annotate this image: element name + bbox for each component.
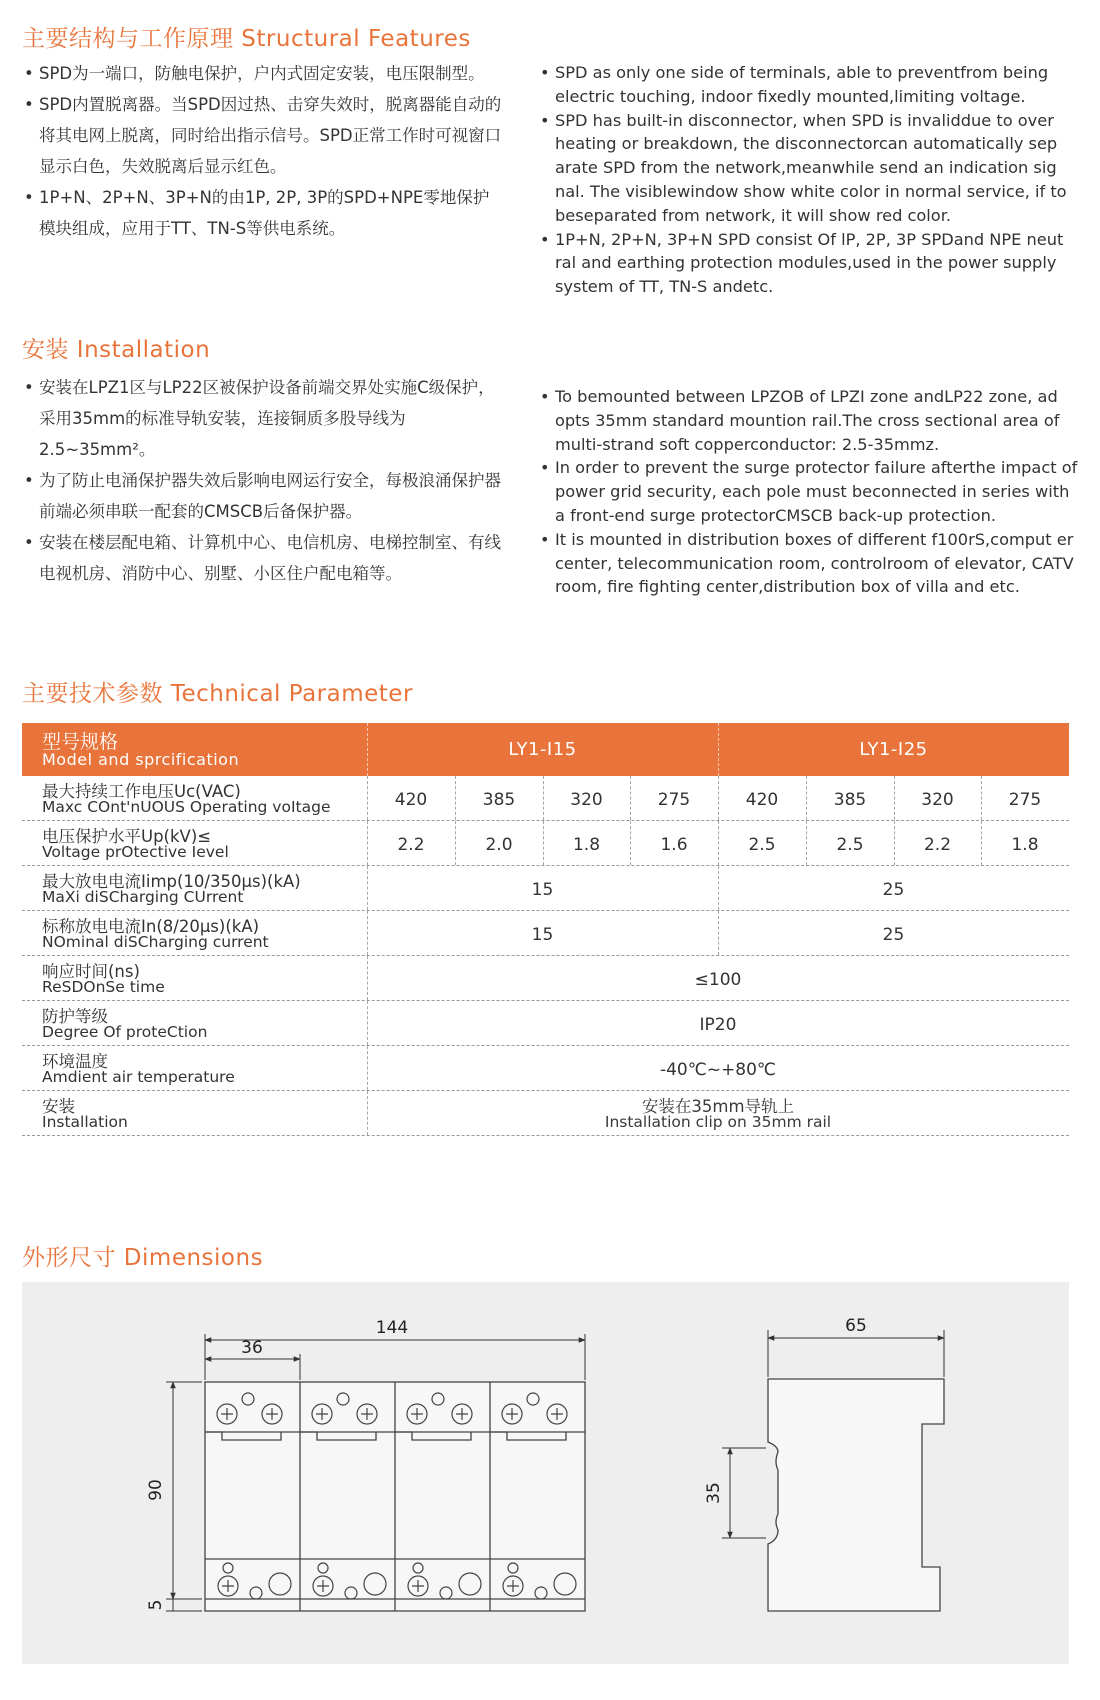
row-label-zh: 响应时间(ns): [42, 962, 140, 981]
dim-offset: 5: [146, 1599, 166, 1611]
row-label-zh: 电压保护水平Up(kV)≤: [42, 827, 212, 846]
row-label-zh: 最大持续工作电压Uc(VAC): [42, 782, 241, 801]
table-cell: Installation clip on 35mm rail: [604, 1113, 832, 1131]
table-row: [22, 1046, 1069, 1091]
side-view-drawing: [768, 1379, 944, 1611]
row-label-zh: 环境温度: [42, 1052, 108, 1071]
list-item: • SPD内置脱离器。当SPD因过热、击穿失效时，脱离器能自动的将其电网上脱离，同时给出指示信号。SPD正常工作时可视窗口显示白色，失效脱离后显示红色。: [24, 95, 502, 176]
technical-parameter-title: 主要技术参数 Technical Parameter: [22, 681, 413, 707]
table-cell: IP20: [699, 1015, 737, 1035]
table-cell: 385: [833, 790, 867, 810]
row-label-zh: 最大放电电流Iimp(10/350μs)(kA): [42, 872, 301, 891]
table-row: [22, 821, 1069, 866]
table-cell: -40℃~+80℃: [659, 1060, 777, 1080]
table-cell: 15: [531, 925, 554, 945]
row-label-en: Maxc COnt'nUOUS Operating voItage: [42, 798, 331, 816]
list-item: • 为了防止电涌保护器失效后影响电网运行安全，每极浪涌保护器前端必须串联一配套的CMSCB后备保护器。: [24, 471, 501, 521]
list-item: • SPD has built-in disconnector, when SPD is invaliddue to over heating or breakdown, the disconnectorcan automatically sep arate SPD from the network,meanwhile send an indication sig nal. The visiblewindow show white color in normal service, if to beseparated from network, it will show red color.: [540, 110, 1067, 225]
list-item: • To bemounted between LPZOB of LPZI zone andLP22 zone, ad opts 35mm standard mountion rail.The cross sectional area of multi-strand soft copperconductor: 2.5-35mmz.: [540, 387, 1060, 454]
table-cell: 25: [882, 880, 905, 900]
table-cell: 25: [882, 925, 905, 945]
table-cell: 320: [570, 790, 603, 810]
row-label-en: Degree Of proteCtion: [42, 1023, 208, 1041]
table-row: [22, 956, 1069, 1001]
table-cell: 2.2: [923, 835, 952, 855]
structural-zh-list: [22, 58, 502, 244]
list-item: • 安装在LPZ1区与LP22区被保护设备前端交界处实施C级保护，采用35mm的标准导轨安装，连接铜质多股导线为2.5~35mm²。: [24, 378, 495, 459]
dimensions-drawing-area: [22, 1282, 1069, 1664]
list-item: • SPD as only one side of terminals, able to preventfrom being electric touching, indoor fixedly mounted,limiting voltage.: [540, 63, 1049, 106]
table-cell: 2.0: [485, 835, 513, 855]
table-row: [22, 911, 1069, 956]
model-ly1-i25: LY1-I25: [859, 739, 928, 760]
header-label-zh: 型号规格: [42, 731, 119, 753]
row-label-en: Amdient air temperature: [42, 1068, 235, 1086]
dim-rail: 35: [704, 1482, 724, 1504]
row-label-en: Voltage prOtective Ievel: [42, 843, 229, 861]
table-row: [22, 1091, 1069, 1136]
structural-features-title: 主要结构与工作原理 Structural Features: [22, 26, 471, 52]
list-item: • 安装在楼层配电箱、计算机中心、电信机房、电梯控制室、有线电视机房、消防中心、别墅、小区住户配电箱等。: [24, 533, 501, 583]
table-cell: ≤100: [694, 970, 742, 990]
row-label-en: Installation: [42, 1113, 128, 1131]
row-label-en: NOminal diSCharging current: [42, 933, 269, 951]
row-label-zh: 防护等级: [42, 1007, 108, 1026]
row-label-zh: 标称放电电流In(8/20μs)(kA): [42, 917, 260, 936]
table-cell: 420: [745, 790, 779, 810]
dim-depth: 65: [845, 1316, 867, 1336]
table-cell: 420: [394, 790, 428, 810]
table-cell: 1.8: [572, 835, 601, 855]
dim-module-width: 36: [241, 1338, 263, 1358]
installation-title: 安装 Installation: [22, 337, 211, 363]
dimension-drawings: [22, 1282, 1069, 1664]
table-cell: 275: [1008, 790, 1042, 810]
list-item: • SPD为一端口，防触电保护，户内式固定安装，电压限制型。: [24, 64, 485, 83]
table-cell: 320: [921, 790, 954, 810]
list-item: • It is mounted in distribution boxes of different f100rS,comput er center, telecommunication room, controlroom of elevator, CATV room, fire fighting center,distribution box of villa and etc.: [540, 529, 1074, 597]
header-label-en: Model and sprcification: [42, 750, 240, 769]
row-label-zh: 安装: [42, 1097, 75, 1116]
table-cell: 2.5: [748, 835, 776, 855]
table-cell: 385: [482, 790, 516, 810]
table-row: [22, 776, 1069, 821]
structural-en-list: [538, 61, 1083, 299]
installation-zh-list: [22, 372, 502, 589]
row-label-en: MaXi diSCharging CUrrent: [42, 888, 244, 906]
list-item: • In order to prevent the surge protector failure afterthe impact of power grid security, each pole must beconnected in series with a front-end surge protectorCMSCB back-up protection.: [540, 458, 1078, 525]
dim-height: 90: [146, 1479, 166, 1501]
list-item: • 1P+N、2P+N、3P+N的由1P, 2P, 3P的SPD+NPE零地保护模块组成，应用于TT、TN-S等供电系统。: [24, 188, 490, 238]
table-header: [22, 723, 1069, 776]
row-label-en: ReSDOnSe time: [42, 978, 165, 996]
table-cell: 1.6: [660, 835, 688, 855]
dim-total-width: 144: [375, 1318, 409, 1338]
table-cell: 2.2: [397, 835, 425, 855]
list-item: • 1P+N, 2P+N, 3P+N SPD consist Of lP, 2P, 3P SPDand NPE neut ral and earthing protection modules,used in the power supply system of TT, TN-S andetc.: [540, 229, 1064, 297]
table-cell: 2.5: [836, 835, 864, 855]
table-cell: 1.8: [1011, 835, 1039, 855]
table-cell: 275: [657, 790, 691, 810]
table-cell: 安装在35mm导轨上: [641, 1097, 795, 1116]
table-row: [22, 866, 1069, 911]
model-ly1-i15: LY1-I15: [508, 739, 577, 760]
table-cell: 15: [531, 880, 554, 900]
table-row: [22, 1001, 1069, 1046]
installation-en-list: [538, 385, 1083, 599]
dimensions-title: 外形尺寸 Dimensions: [22, 1245, 264, 1271]
technical-parameter-table: [22, 723, 1069, 1136]
